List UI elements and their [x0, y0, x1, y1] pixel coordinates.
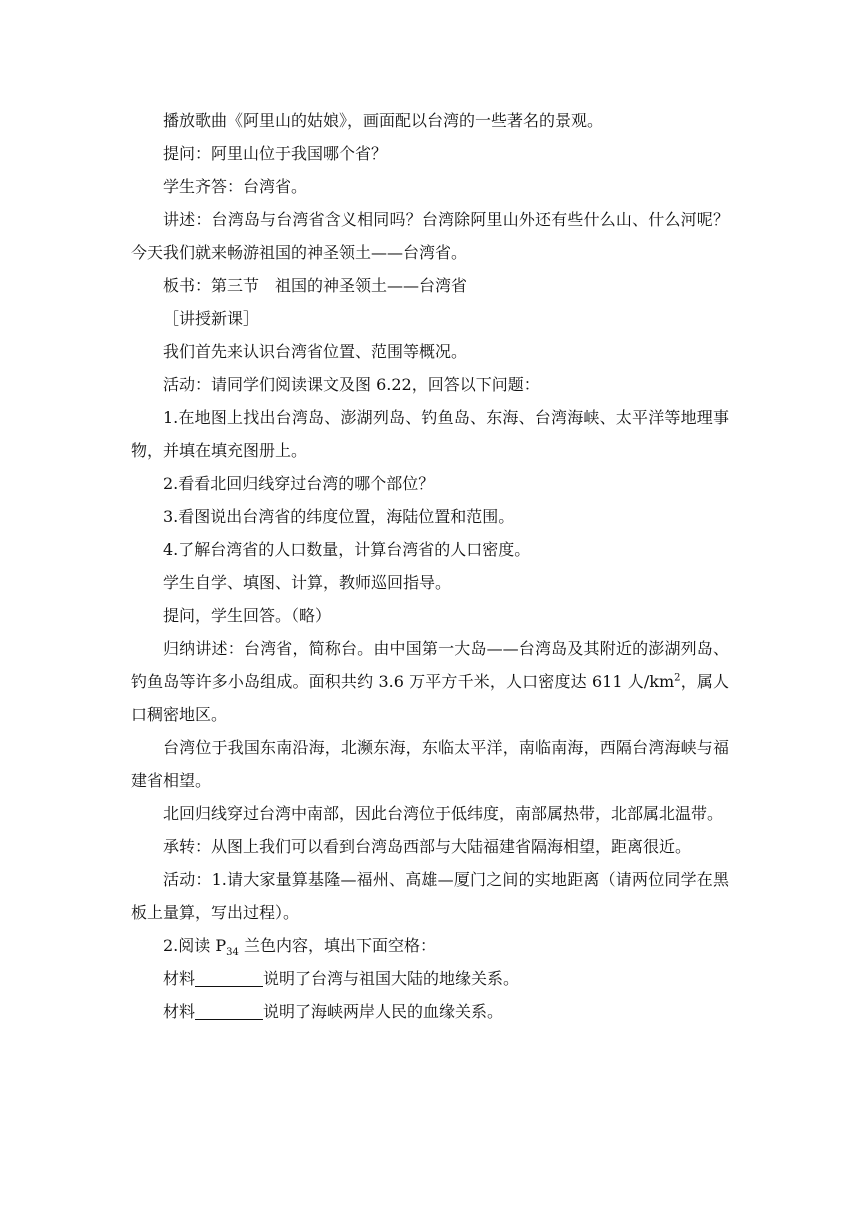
material-2-suffix: 说明了海峡两岸人民的血缘关系。: [263, 1002, 504, 1021]
paragraph-tropic: 北回归线穿过台湾中南部，因此台湾位于低纬度，南部属热带，北部属北温带。: [163, 804, 724, 823]
paragraph-location: 台湾位于我国东南沿海，北濒东海，东临太平洋，南临南海，西隔台湾海峡与福建省相望。: [131, 738, 729, 790]
section-heading-new-lesson: ［讲授新课］: [163, 309, 260, 328]
material-2-prefix: 材料: [163, 1002, 196, 1021]
paragraph-board-title: 板书：第三节 祖国的神圣领土——台湾省: [163, 276, 468, 295]
paragraph-song: 播放歌曲《阿里山的姑娘》，画面配以台湾的一些著名的景观。: [163, 111, 604, 130]
fill-blank-1[interactable]: [195, 970, 263, 987]
summary-superscript: 2: [674, 672, 681, 684]
summary-text-1: 归纳讲述：台湾省，简称台。由中国第一大岛——台湾岛及其附近的澎湖列岛、钓鱼岛等许多小岛组成。面积共约 3.6 万平方千米，人口密度达 611 人/km: [131, 639, 729, 691]
paragraph-lecture-intro: 讲述：台湾岛与台湾省含义相同吗？台湾除阿里山外还有些什么山、什么河呢？今天我们就来畅游祖国的神圣领土——台湾省。: [131, 210, 729, 262]
paragraph-read-item: [131, 929, 729, 962]
paragraph-self-study: 学生自学、填图、计算，教师巡回指导。: [163, 573, 452, 592]
read-item-subscript: 34: [226, 947, 239, 959]
fill-blank-2[interactable]: [195, 1003, 263, 1020]
paragraph-material-2: [131, 995, 729, 1028]
paragraph-question-province: 提问：阿里山位于我国哪个省？: [163, 144, 388, 163]
document-page: [131, 104, 729, 1028]
paragraph-activity-reading: 活动：请同学们阅读课文及图 6.22，回答以下问题：: [163, 375, 540, 394]
read-item-suffix: 兰色内容，填出下面空格：: [238, 936, 436, 955]
paragraph-overview: 我们首先来认识台湾省位置、范围等概况。: [163, 342, 468, 361]
read-item-prefix: 2.阅读 P: [163, 936, 227, 955]
material-1-suffix: 说明了台湾与祖国大陆的地缘关系。: [263, 969, 520, 988]
paragraph-student-response: 提问，学生回答。（略）: [163, 606, 332, 625]
summary-text-2: ，属人口稠密地区。: [131, 672, 729, 724]
paragraph-material-1: [131, 962, 729, 995]
question-3: 3.看图说出台湾省的纬度位置，海陆位置和范围。: [163, 507, 515, 526]
paragraph-summary: [131, 632, 729, 731]
paragraph-activity-measure: 活动：1.请大家量算基隆—福州、高雄—厦门之间的实地距离（请两位同学在黑板上量算，写出过程）。: [131, 870, 729, 922]
paragraph-student-answer: 学生齐答：台湾省。: [163, 177, 308, 196]
material-1-prefix: 材料: [163, 969, 196, 988]
paragraph-transition: 承转：从图上我们可以看到台湾岛西部与大陆福建省隔海相望，距离很近。: [163, 837, 692, 856]
question-2: 2.看看北回归线穿过台湾的哪个部位？: [163, 474, 435, 493]
question-4: 4.了解台湾省的人口数量，计算台湾省的人口密度。: [163, 540, 531, 559]
question-1: 1.在地图上找出台湾岛、澎湖列岛、钓鱼岛、东海、台湾海峡、太平洋等地理事物，并填在填充图册上。: [131, 408, 729, 460]
